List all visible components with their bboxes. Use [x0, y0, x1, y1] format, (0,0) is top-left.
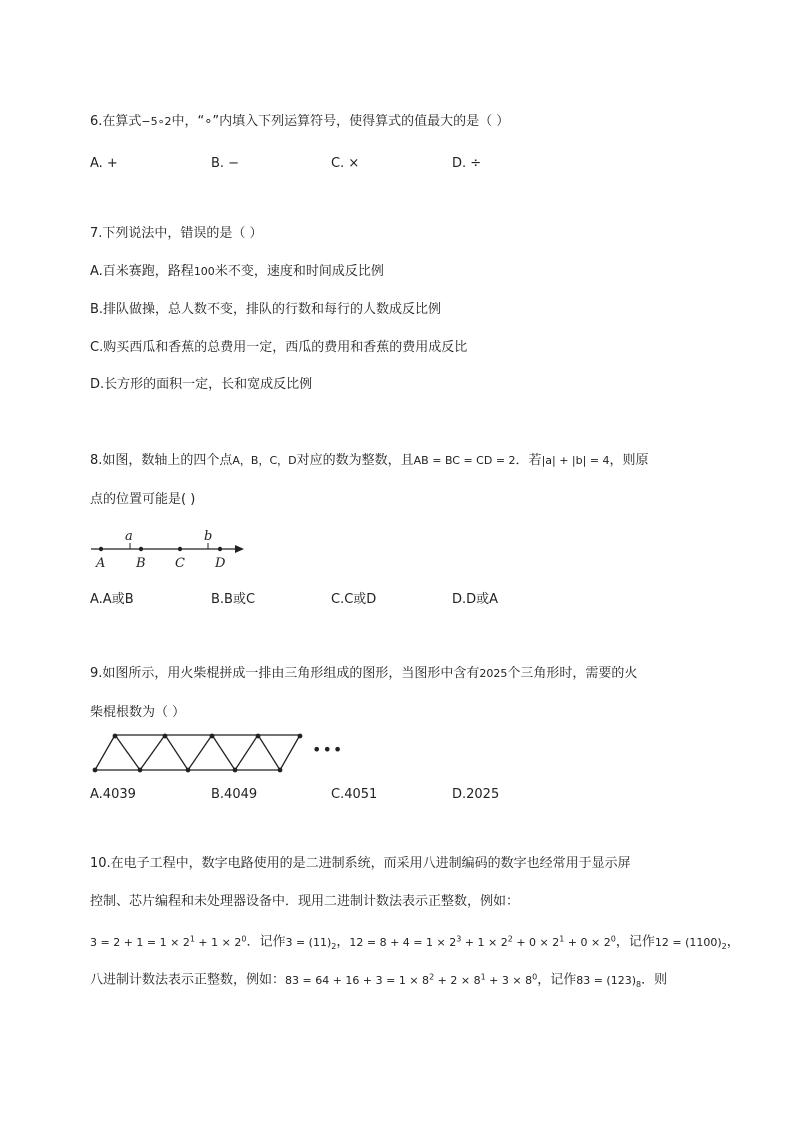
q9-stem-line1 [90, 665, 637, 683]
point-B [139, 547, 143, 551]
q10-line4: 八进制计数法表示正整数，例如：$83 = 64 + 16 + 3 = 1 \times 8^2 + 2 \times 8^1 + 3 \times 8^0$，记作$83 = (123)_8$．则 [90, 972, 668, 989]
q9-stem-line2: 柴棍根数为（ ） [90, 705, 186, 720]
q8-text-c: ．若 [515, 453, 542, 468]
q6-stem [90, 113, 509, 131]
q7-option-a[interactable] [90, 263, 384, 281]
q10-line1: 10.在电子工程中，数字电路使用的是二进制系统，而采用八进制编码的数字也经常用于显示屏 [90, 856, 631, 871]
q6-option-b[interactable]: B. − [211, 156, 240, 171]
q9-option-a[interactable]: A.4039 [90, 787, 136, 802]
point-C [178, 547, 182, 551]
q10-line3: $3 = 2 + 1 = 1 \times 2^1 + 1 \times 2^0$．记作$3 = (11)_2$，$12 = 8 + 4 = 1 \times 2^3 + 1 \times 2^2 + 0 \times 2^1 + 0 \times 2^0$，记作$12 = (1100)_2$， [90, 934, 740, 951]
q8-points: A，B，C，D [232, 454, 297, 467]
q7-option-d[interactable]: D.长方形的面积一定，长和宽成反比例 [90, 377, 313, 392]
q9-text-b: 个三角形时，需要的火 [507, 666, 638, 681]
q7-a-text-post: 米不变，速度和时间成反比例 [214, 264, 384, 279]
q7-a-text-pre: A.百米赛跑，路程 [90, 264, 194, 279]
q8-option-b[interactable]: B.B或C [211, 592, 256, 607]
q9-ellipsis: ••• [312, 740, 344, 759]
q9-option-b[interactable]: B.4049 [211, 787, 258, 802]
q8-option-a[interactable]: A.A或B [90, 592, 134, 607]
q8-text-a: 8.如图，数轴上的四个点 [90, 453, 233, 468]
q6-stem-text-a: 6.在算式 [90, 114, 142, 129]
q9-option-d[interactable]: D.2025 [452, 787, 500, 802]
q6-option-d[interactable]: D. ÷ [452, 156, 482, 171]
label-b: b [204, 529, 213, 544]
matchstick-heads [93, 734, 303, 773]
point-A [99, 547, 103, 551]
q10-line4-text-a: 八进制计数法表示正整数，例如： [90, 972, 286, 988]
q8-text-b: 对应的数为整数，且 [296, 453, 414, 468]
q7-stem: 7.下列说法中，错误的是（ ） [90, 226, 263, 241]
q8-condition-1: AB = BC = CD = 2 [413, 454, 516, 467]
q8-option-c[interactable]: C.C或D [331, 592, 377, 607]
q8-stem-line2: 点的位置可能是( ) [90, 492, 196, 507]
q9-number: 2025 [479, 667, 508, 680]
matchstick-triangles-figure [90, 730, 310, 776]
label-A: A [96, 556, 106, 571]
q6-expression: −5∘2 [141, 115, 172, 128]
q10-line2: 控制、芯片编程和未处理器设备中．现用二进制计数法表示正整数，例如： [90, 894, 520, 909]
point-D [218, 547, 222, 551]
q7-option-c[interactable]: C.购买西瓜和香蕉的总费用一定，西瓜的费用和香蕉的费用成反比 [90, 340, 468, 355]
number-line-figure [88, 525, 250, 573]
q10-line4-text-b: ．则 [641, 972, 668, 988]
q7-option-b[interactable]: B.排队做操，总人数不变，排队的行数和每行的人数成反比例 [90, 302, 442, 317]
q6-option-a[interactable]: A. + [90, 156, 118, 171]
label-D: D [215, 556, 226, 571]
q6-stem-text-b: 中，“∘”内填入下列运算符号，使得算式的值最大的是（ ） [171, 114, 510, 129]
label-B: B [136, 556, 146, 571]
q8-condition-2: |a| + |b| = 4 [541, 454, 610, 467]
number-line-arrow [235, 545, 244, 553]
q9-text-a: 9.如图所示，用火柴棍拼成一排由三角形组成的图形，当图形中含有 [90, 666, 480, 681]
q6-option-c[interactable]: C. × [331, 156, 360, 171]
q8-text-d: ，则原 [609, 453, 649, 468]
q8-stem-line1 [90, 452, 649, 470]
label-a: a [125, 529, 133, 544]
label-C: C [175, 556, 185, 571]
matchstick-lines [95, 735, 300, 770]
q9-option-c[interactable]: C.4051 [331, 787, 378, 802]
q8-option-d[interactable]: D.D或A [452, 592, 499, 607]
q7-a-number: 100 [193, 265, 215, 278]
